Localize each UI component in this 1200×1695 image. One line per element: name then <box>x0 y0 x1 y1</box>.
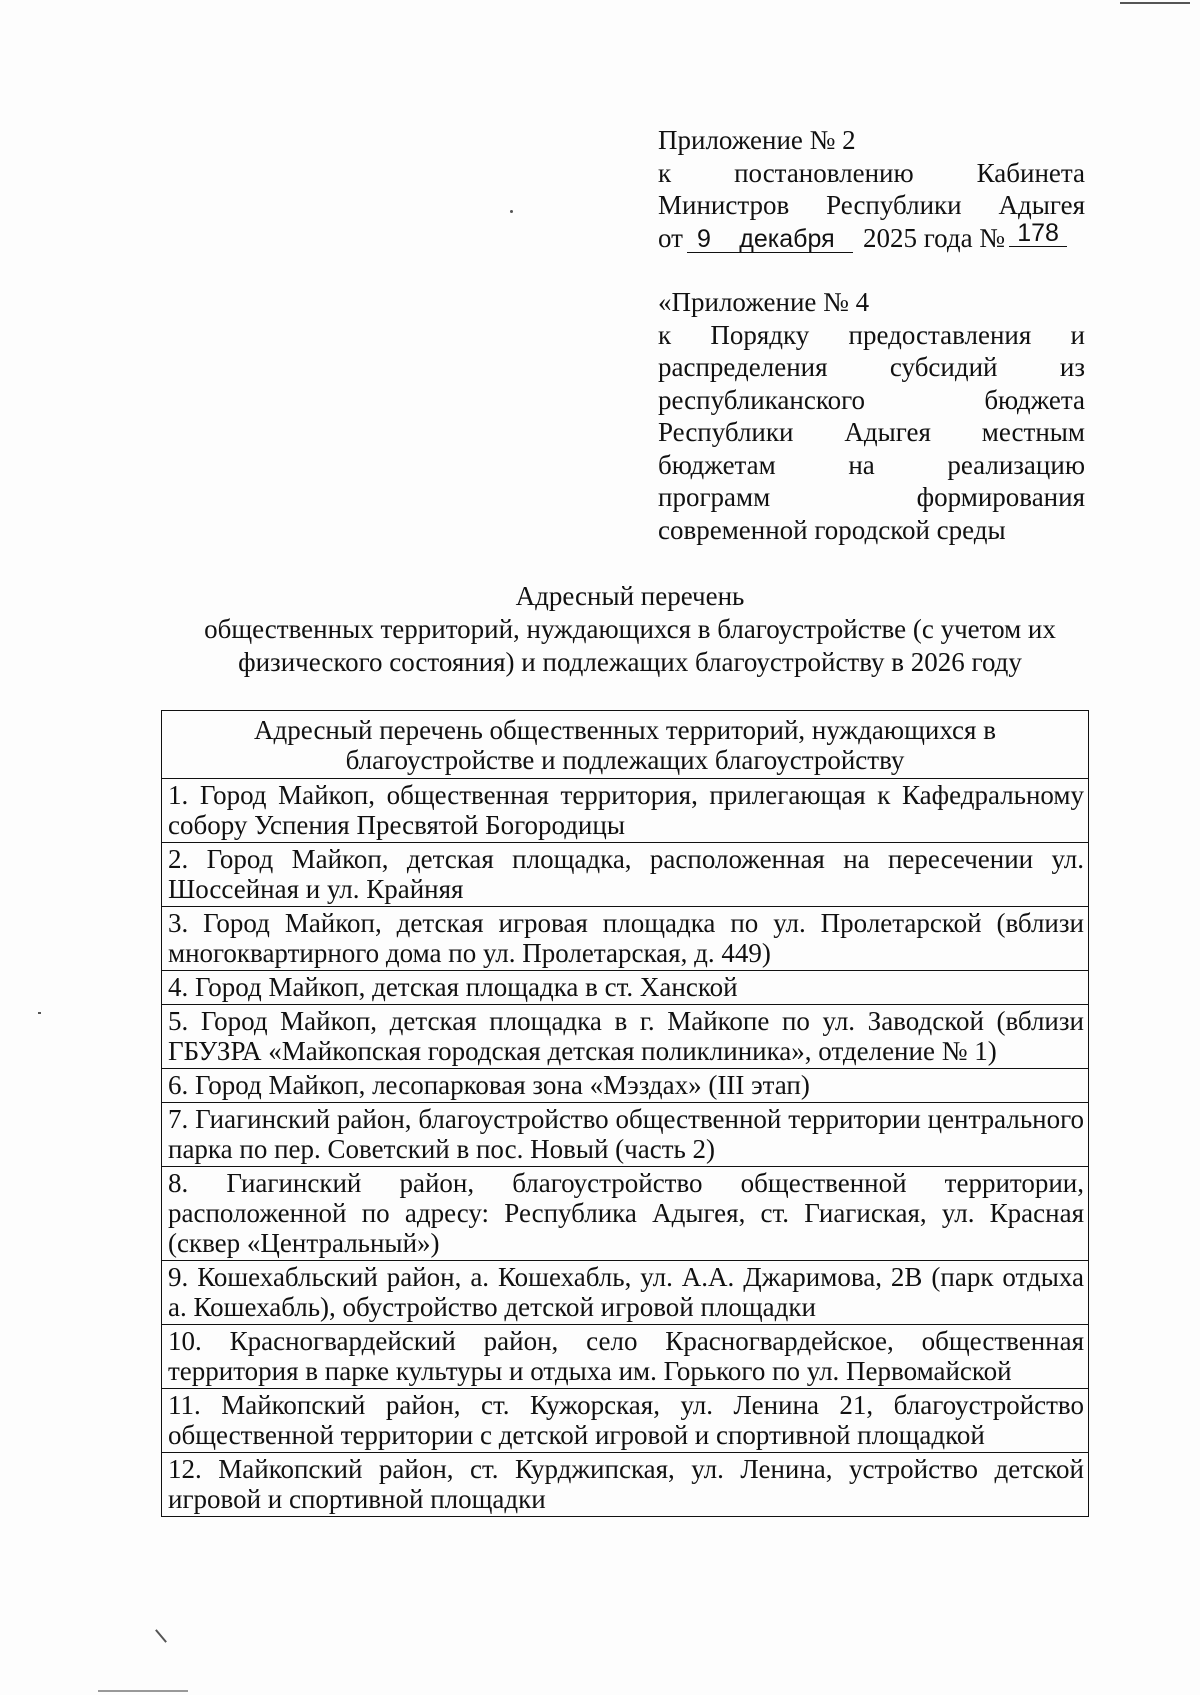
appendix-line: Министров Республики Адыгея <box>658 190 1085 220</box>
table-row <box>162 779 1089 843</box>
table-row <box>162 1167 1089 1261</box>
appendix-header <box>658 124 1085 546</box>
scan-artifact-bottom-edge <box>98 1690 188 1692</box>
table-cell: 2. Город Майкоп, детская площадка, расположенная на пересечении ул. Шоссейная и ул. Крайняя <box>162 843 1089 907</box>
sub-appendix-line: к Порядку предоставления и <box>658 319 1085 350</box>
territories-table <box>161 710 1089 1517</box>
decree-number: 178 <box>1009 220 1067 247</box>
table-header: Адресный перечень общественных территорий, нуждающихся в благоустройстве и подлежащих благоустройству <box>162 711 1089 779</box>
table-row <box>162 1069 1089 1103</box>
table-row <box>162 907 1089 971</box>
sub-appendix-line: современной городской среды <box>658 514 1006 545</box>
title-line: Адресный перечень <box>515 581 745 611</box>
table-row <box>162 971 1089 1005</box>
table-cell: 4. Город Майкоп, детская площадка в ст. Ханской <box>162 971 1089 1005</box>
scan-artifact-top-right <box>1120 2 1190 4</box>
table-row <box>162 1261 1089 1325</box>
date-year: 2025 года № <box>862 222 1006 253</box>
table-cell: 7. Гиагинский район, благоустройство общественной территории центрального парка по пер. Советский в пос. Новый (часть 2) <box>162 1103 1089 1167</box>
table-header-row <box>162 711 1089 779</box>
appendix-date-line <box>658 218 1085 255</box>
table-cell: 8. Гиагинский район, благоустройство общественной территории, расположенной по адресу: Республика Адыгея, ст. Гиагиская, ул. Красная (сквер «Центральный») <box>162 1167 1089 1261</box>
table-row <box>162 1325 1089 1389</box>
table-row <box>162 1103 1089 1167</box>
table-cell: 6. Город Майкоп, лесопарковая зона «Мэздах» (III этап) <box>162 1069 1089 1103</box>
date-prefix: от <box>658 222 683 253</box>
scan-artifact-left-dot <box>38 1012 41 1014</box>
table-row <box>162 1005 1089 1069</box>
table-cell: 1. Город Майкоп, общественная территория, прилегающая к Кафедральному собору Успения Пресвятой Богородицы <box>162 779 1089 843</box>
sub-appendix-line: программ формирования <box>658 482 1085 512</box>
table-row <box>162 1453 1089 1517</box>
table-row <box>162 1389 1089 1453</box>
appendix-line: к постановлению Кабинета <box>658 157 1085 188</box>
sub-appendix-line: распределения субсидий из <box>658 352 1085 382</box>
sub-appendix-line: республиканского бюджета <box>658 384 1085 415</box>
title-line: физического состояния) и подлежащих благоустройству в 2026 году <box>238 647 1022 677</box>
table-row <box>162 843 1089 907</box>
sub-appendix-title: «Приложение № 4 <box>658 287 870 317</box>
title-line: общественных территорий, нуждающихся в благоустройстве (с учетом их <box>204 614 1056 644</box>
date-day: 9 <box>687 226 721 253</box>
sub-appendix-line: бюджетам на реализацию <box>658 449 1085 480</box>
table-cell: 5. Город Майкоп, детская площадка в г. Майкопе по ул. Заводской (вблизи ГБУЗРА «Майкопская городская детская поликлиника», отделение № 1) <box>162 1005 1089 1069</box>
appendix-title: Приложение № 2 <box>658 125 856 155</box>
scan-artifact-bottom-tick <box>155 1629 167 1643</box>
scan-artifact-dot <box>510 210 513 213</box>
table-cell: 11. Майкопский район, ст. Кужорская, ул. Ленина 21, благоустройство общественной территории с детской игровой и спортивной площадкой <box>162 1389 1089 1453</box>
document-title <box>160 580 1100 679</box>
table-cell: 10. Красногвардейский район, село Красногвардейское, общественная территория в парке культуры и отдыха им. Горького по ул. Первомайской <box>162 1325 1089 1389</box>
date-month: декабря <box>721 226 853 253</box>
sub-appendix-line: Республики Адыгея местным <box>658 417 1085 447</box>
table-cell: 3. Город Майкоп, детская игровая площадка по ул. Пролетарской (вблизи многоквартирного дома по ул. Пролетарская, д. 449) <box>162 907 1089 971</box>
table-cell: 9. Кошехабльский район, а. Кошехабль, ул. А.А. Джаримова, 2В (парк отдыха а. Кошехабль), обустройство детской игровой площадки <box>162 1261 1089 1325</box>
table-cell: 12. Майкопский район, ст. Курджипская, ул. Ленина, устройство детской игровой и спортивной площадки <box>162 1453 1089 1517</box>
